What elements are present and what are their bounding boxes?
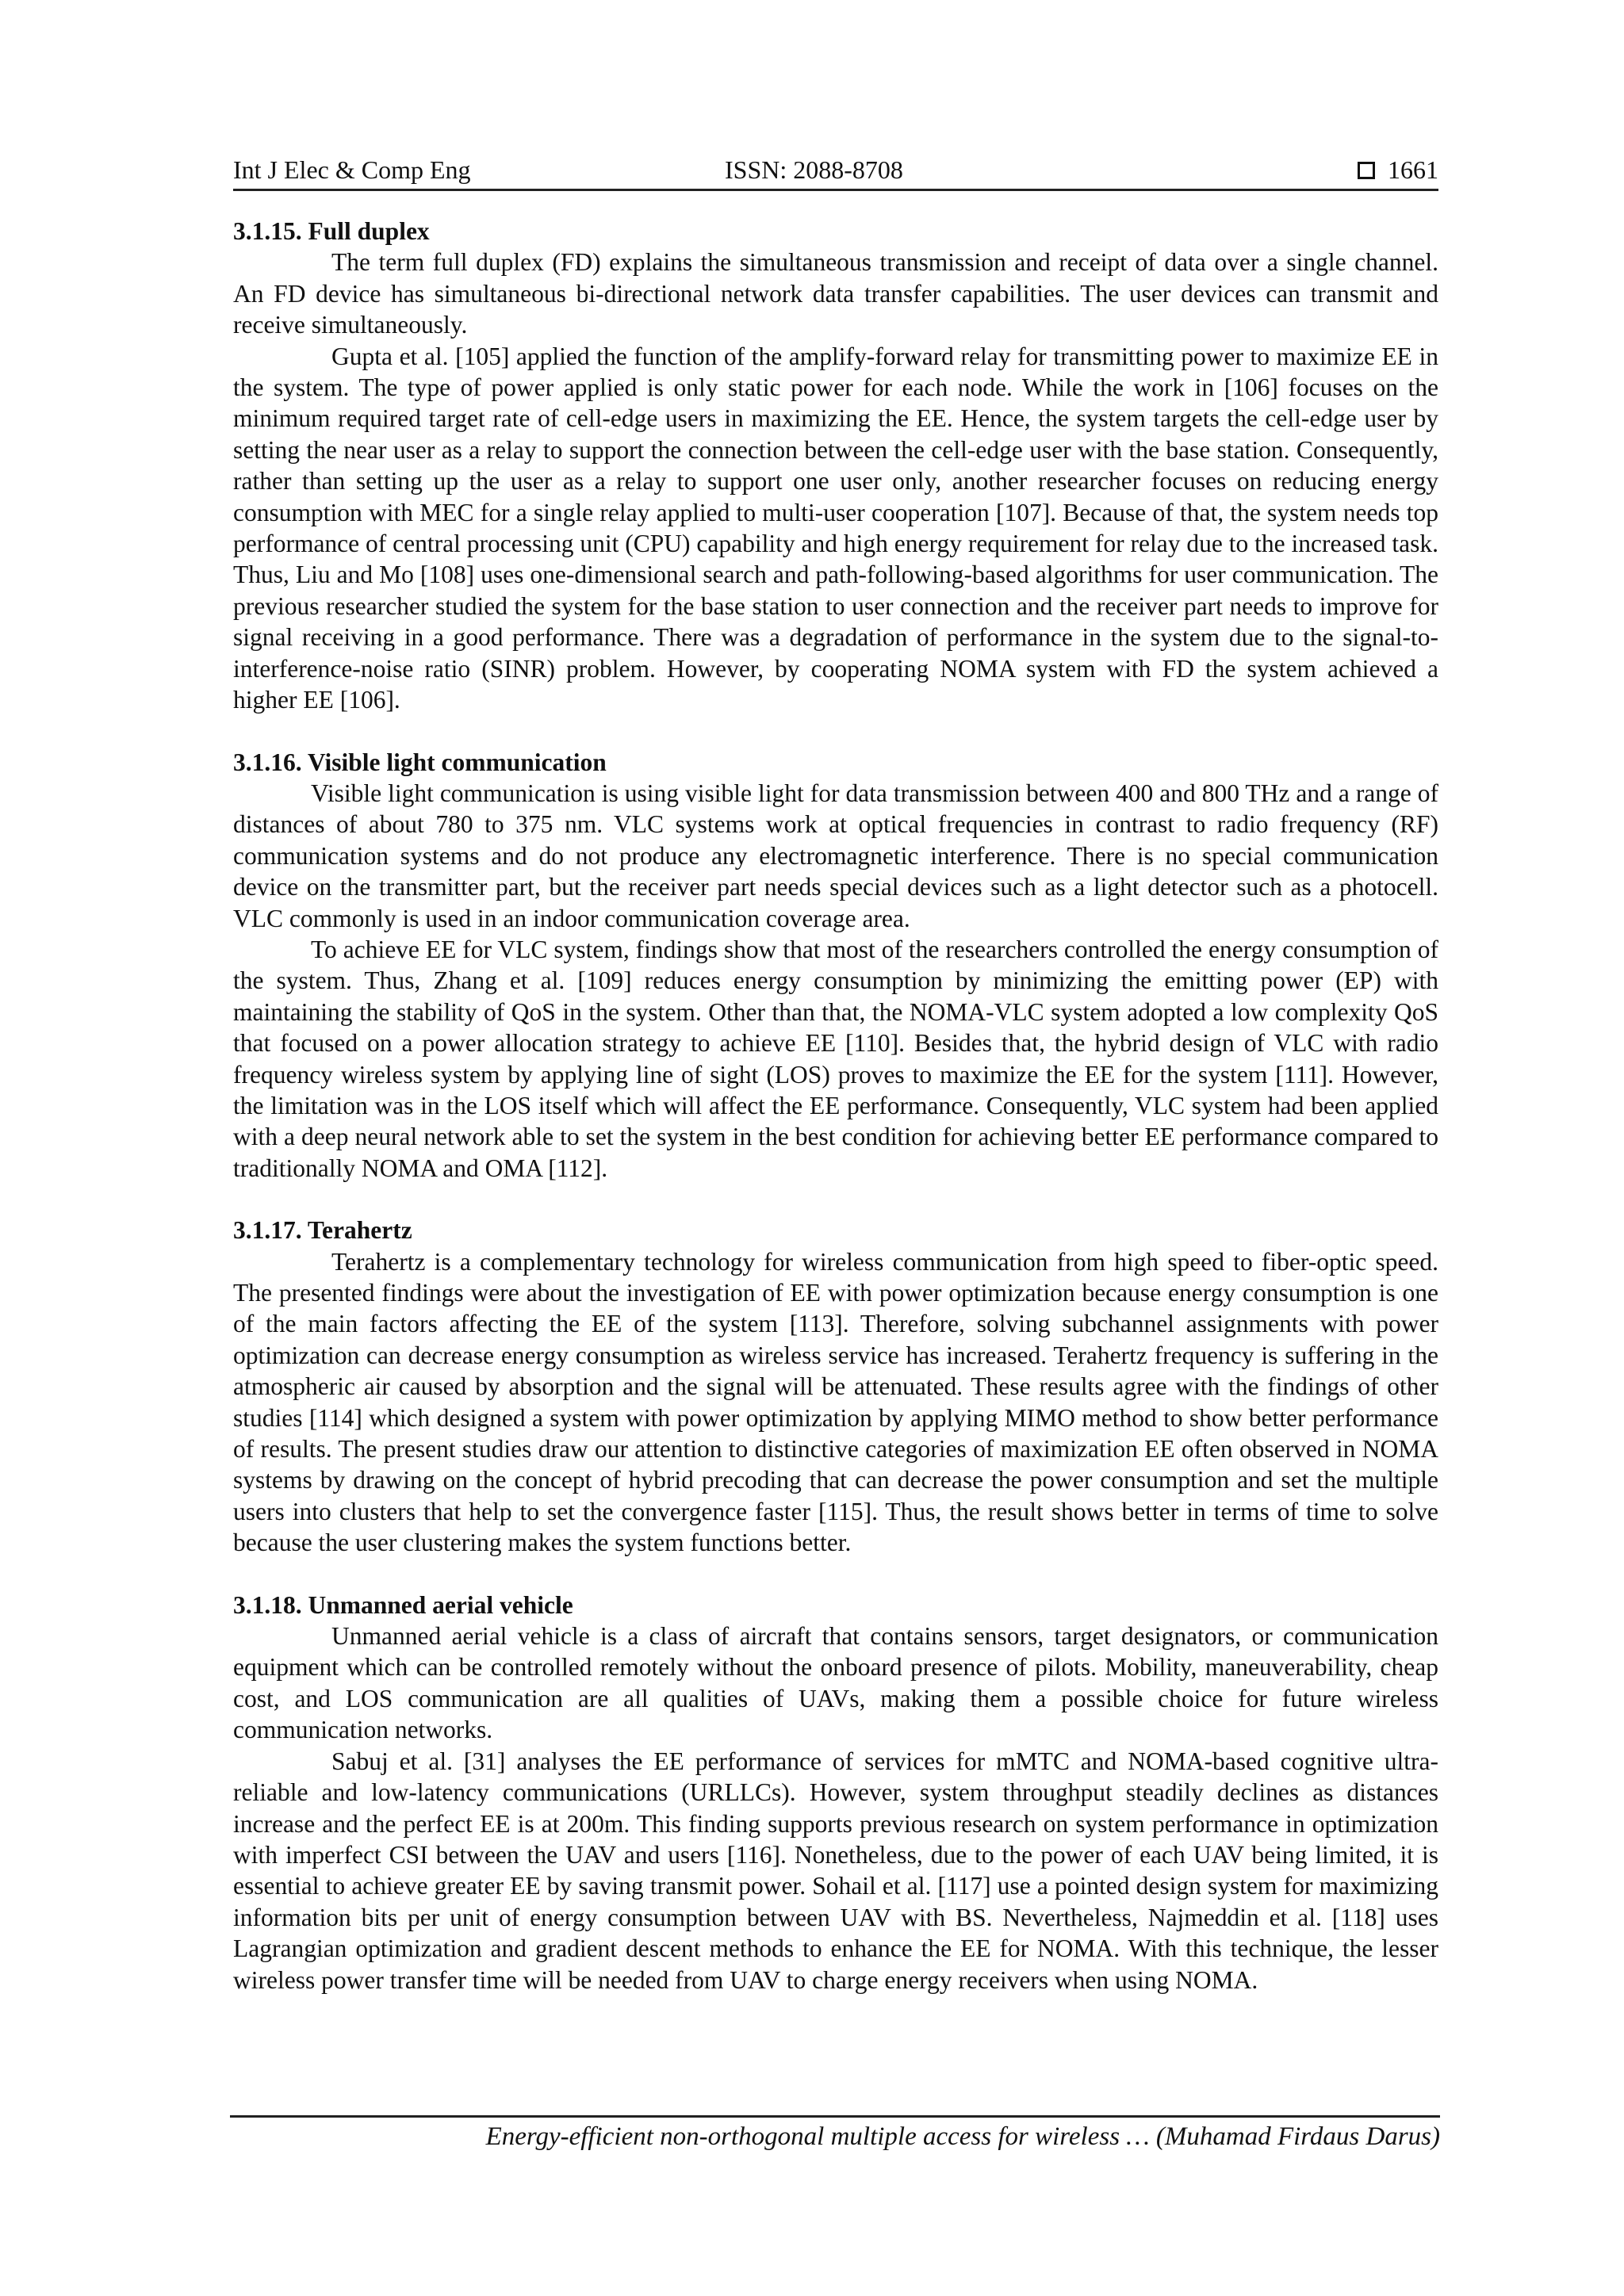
page-footer (230, 2115, 1440, 2151)
issn: ISSN: 2088-8708 (725, 155, 903, 184)
page-number: 1661 (1388, 155, 1438, 184)
paragraph: Unmanned aerial vehicle is a class of aircraft that contains sensors, target designators, or communication equipment which can be controlled remotely without the onboard presence of pilots. Mobility, maneuverability, cheap cost, and LOS communication are all qualities of UAVs, making them a possible choice for future wireless communication networks. (233, 1622, 1438, 1744)
section-unmanned-aerial-vehicle (233, 1590, 1438, 1996)
paragraph: Gupta et al. [105] applied the function of the amplify-forward relay for transmitting power to maximize EE in the system. The type of power applied is only static power for each node. While the work in [106] focuses on the minimum required target rate of cell-edge users in maximizing the EE. Hence, the system targets the cell-edge user by setting the near user as a relay to support the connection between the cell-edge user with the base station. Consequently, rather than setting up the user as a relay to support one user only, another researcher focuses on reducing energy consumption with MEC for a single relay applied to multi-user cooperation [107]. Because of that, the system needs top performance of central processing unit (CPU) capability and high energy requirement for relay due to the increased task. Thus, Liu and Mo [108] uses one-dimensional search and path-following-based algorithms for user communication. The previous researcher studied the system for the base station to user connection and the receiver part needs to improve for signal receiving in a good performance. There was a degradation of performance in the system due to the signal-to-interference-noise ratio (SINR) problem. However, by cooperating NOMA system with FD the system achieved a higher EE [106]. (233, 342, 1438, 714)
section-heading: 3.1.15. Full duplex (233, 217, 430, 245)
section-terahertz (233, 1215, 1438, 1558)
section-heading: 3.1.17. Terahertz (233, 1216, 412, 1245)
footer-citation: Energy-efficient non-orthogonal multiple access for wireless … (Muhamad Firdaus Darus) (485, 2122, 1440, 2151)
section-heading: 3.1.18. Unmanned aerial vehicle (233, 1590, 573, 1619)
section-heading: 3.1.16. Visible light communication (233, 748, 607, 776)
page-header (233, 151, 1438, 191)
paragraph: Sabuj et al. [31] analyses the EE performance of services for mMTC and NOMA-based cognitive ultra-reliable and low-latency communications (URLLCs). However, system throughput steadily declines as distances increase and the perfect EE is at 200m. This finding supports previous research on system performance in optimization with imperfect CSI between the UAV and users [116]. Nonetheless, due to the power of each UAV being limited, it is essential to achieve greater EE by saving transmit power. Sohail et al. [117] use a pointed design system for maximizing information bits per unit of energy consumption between UAV with BS. Nevertheless, Najmeddin et al. [118] uses Lagrangian optimization and gradient descent methods to enhance the EE for NOMA. With this technique, the lesser wireless power transfer time will be needed from UAV to charge energy receivers when using NOMA. (233, 1747, 1438, 1994)
paragraph: Visible light communication is using visible light for data transmission between 400 and 800 THz and a range of distances of about 780 to 375 nm. VLC systems work at optical frequencies in contrast to radio frequency (RF) communication systems and do not produce any electromagnetic interference. There is no special communication device on the transmitter part, but the receiver part needs special devices such as a light detector such as a photocell. VLC commonly is used in an indoor communication coverage area. (233, 779, 1438, 932)
journal-name: Int J Elec & Comp Eng (233, 155, 471, 184)
paragraph: To achieve EE for VLC system, findings show that most of the researchers controlled the energy consumption of the system. Thus, Zhang et al. [109] reduces energy consumption by minimizing the emitting power (EP) with maintaining the stability of QoS in the system. Other than that, the NOMA-VLC system adopted a low complexity QoS that focused on a power allocation strategy to achieve EE [110]. Besides that, the hybrid design of VLC with radio frequency wireless system by applying line of sight (LOS) proves to maximize the EE for the system [111]. However, the limitation was in the LOS itself which will affect the EE performance. Consequently, VLC system had been applied with a deep neural network able to set the system in the best condition for achieving better EE performance compared to traditionally NOMA and OMA [112]. (233, 935, 1438, 1182)
body-text (233, 216, 1438, 2026)
section-visible-light-communication (233, 747, 1438, 1184)
paragraph: The term full duplex (FD) explains the simultaneous transmission and receipt of data over a single channel. An FD device has simultaneous bi-directional network data transfer capabilities. The user devices can transmit and receive simultaneously. (233, 248, 1438, 339)
checkbox-square-icon (1358, 162, 1375, 179)
paragraph: Terahertz is a complementary technology for wireless communication from high speed to fiber-optic speed. The presented findings were about the investigation of EE with power optimization because energy consumption is one of the main factors affecting the EE of the system [113]. Therefore, solving subchannel assignments with power optimization can decrease energy consumption as wireless service has increased. Terahertz frequency is suffering in the atmospheric air caused by absorption and the signal will be attenuated. These results agree with the findings of other studies [114] which designed a system with power optimization by applying MIMO method to show better performance of results. The present studies draw our attention to distinctive categories of maximization EE often observed in NOMA systems by drawing on the concept of hybrid precoding that can decrease the power consumption and set the multiple users into clusters that help to set the convergence faster [115]. Thus, the result shows better in terms of time to solve because the user clustering makes the system functions better. (233, 1247, 1438, 1557)
section-full-duplex (233, 216, 1438, 716)
